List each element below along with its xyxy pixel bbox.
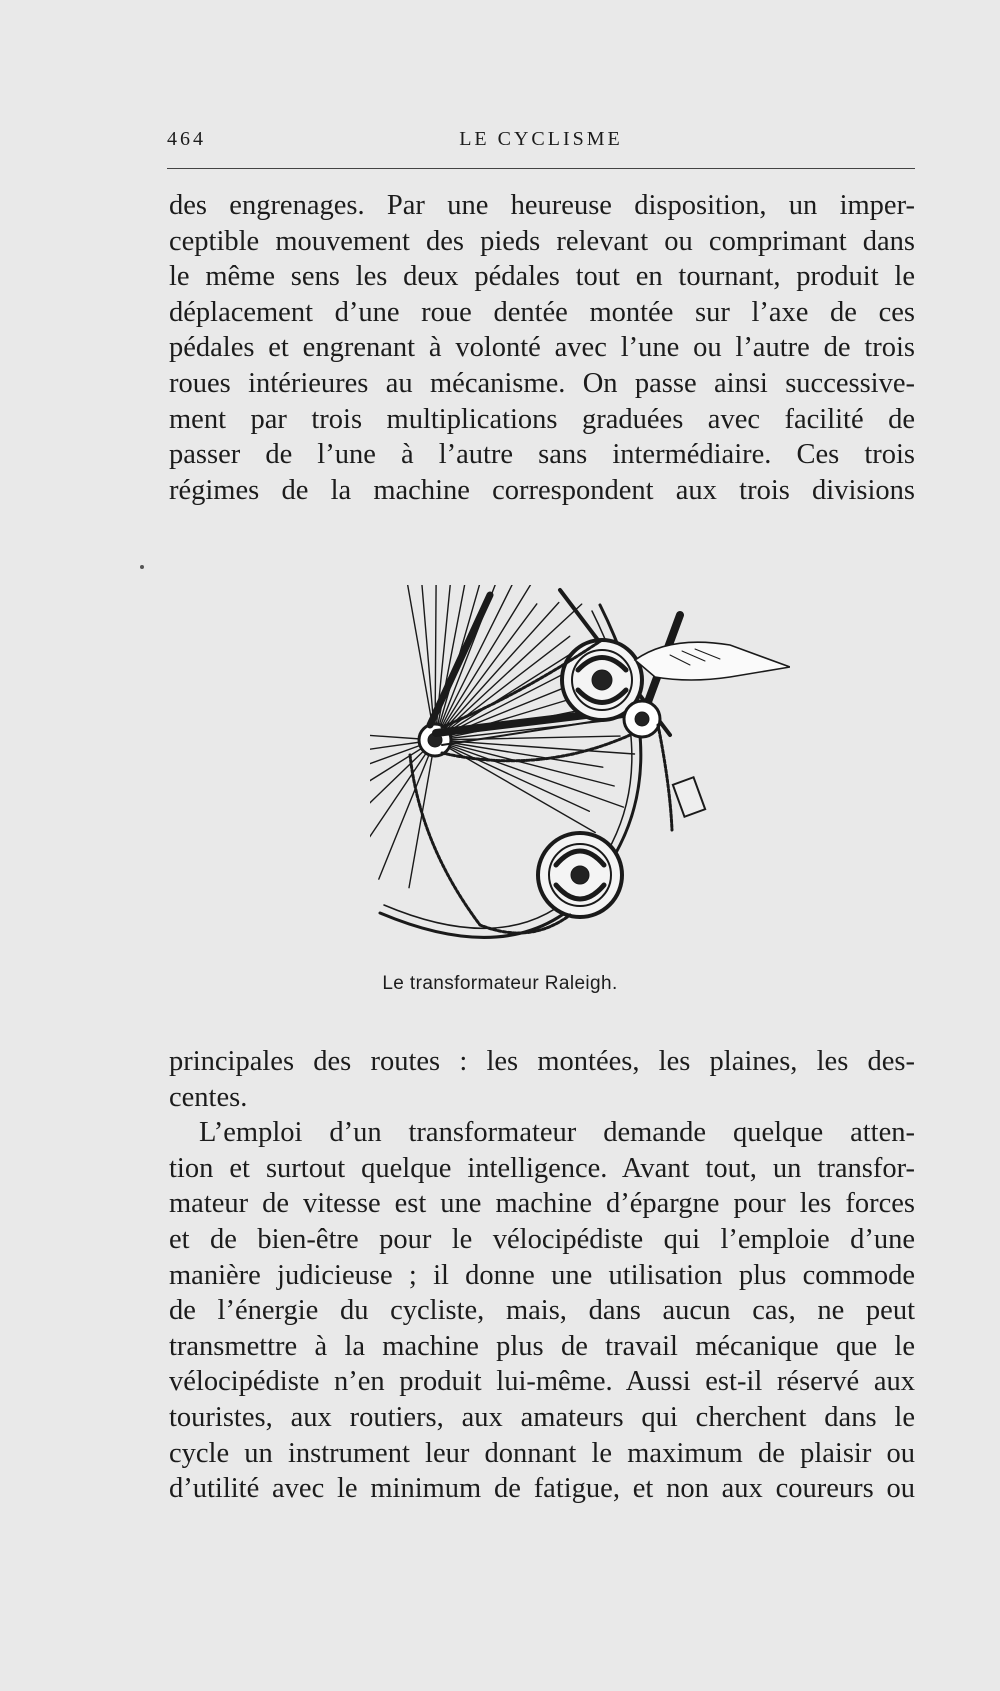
- text-line: pédales et engrenant à volonté avec l’une ou l’autre de trois: [169, 332, 915, 364]
- text-line: principales des routes : les montées, les plaines, les des-: [169, 1046, 915, 1077]
- wheel-spoke: [379, 740, 435, 879]
- text-line: cycle un instrument leur donnant le maximum de plaisir ou: [169, 1437, 915, 1469]
- text-line: transmettre à la machine plus de travail mécanique que le: [169, 1330, 915, 1362]
- text-line: déplacement d’une roue dentée montée sur l’axe de ces: [169, 296, 915, 328]
- text-line: manière judicieuse ; il donne une utilisation plus commode: [169, 1259, 915, 1291]
- wheel-spoke: [370, 740, 435, 864]
- text-line: passer de l’une à l’autre sans intermédiaire. Ces trois: [169, 439, 915, 471]
- text-line: mateur de vitesse est une machine d’épargne pour les forces: [169, 1188, 915, 1220]
- text-line: et de bien-être pour le vélocipédiste qui l’emploie d’une: [169, 1223, 915, 1255]
- bicycle-gear-engraving: [370, 585, 790, 945]
- text-line: d’utilité avec le minimum de fatigue, et non aux coureurs ou: [169, 1473, 915, 1505]
- body-text-top: [169, 188, 915, 508]
- header-rule: [167, 168, 915, 169]
- text-line: centes.: [169, 1081, 248, 1113]
- text-line: le même sens les deux pédales tout en tournant, produit le: [169, 261, 915, 293]
- running-title: LE CYCLISME: [459, 128, 623, 150]
- text-line: L’emploi d’un transformateur demande quelque atten-: [199, 1117, 915, 1149]
- text-line: des engrenages. Par une heureuse disposition, un imper-: [169, 190, 915, 221]
- text-line: roues intérieures au mécanisme. On passe ainsi successive-: [169, 367, 915, 399]
- body-text-bottom: [169, 1044, 915, 1507]
- wheel-spoke: [435, 740, 623, 807]
- text-line: de l’énergie du cycliste, mais, dans aucun cas, ne peut: [169, 1295, 915, 1327]
- ink-speck: [140, 565, 144, 569]
- figure-caption: Le transformateur Raleigh.: [382, 973, 618, 994]
- figure-illustration: [370, 585, 790, 945]
- text-line: ment par trois multiplications graduées avec facilité de: [169, 403, 915, 435]
- text-line: touristes, aux routiers, aux amateurs qui cherchent dans le: [169, 1401, 915, 1433]
- text-line: ceptible mouvement des pieds relevant ou comprimant dans: [169, 225, 915, 257]
- running-head: [167, 128, 915, 158]
- page-number: 464: [167, 128, 206, 150]
- text-line: vélocipédiste n’en produit lui-même. Aussi est-il réservé aux: [169, 1366, 915, 1398]
- text-line: régimes de la machine correspondent aux trois divisions: [169, 474, 915, 506]
- wheel-spoke: [435, 740, 589, 811]
- text-line: tion et surtout quelque intelligence. Avant tout, un transfor-: [169, 1152, 915, 1184]
